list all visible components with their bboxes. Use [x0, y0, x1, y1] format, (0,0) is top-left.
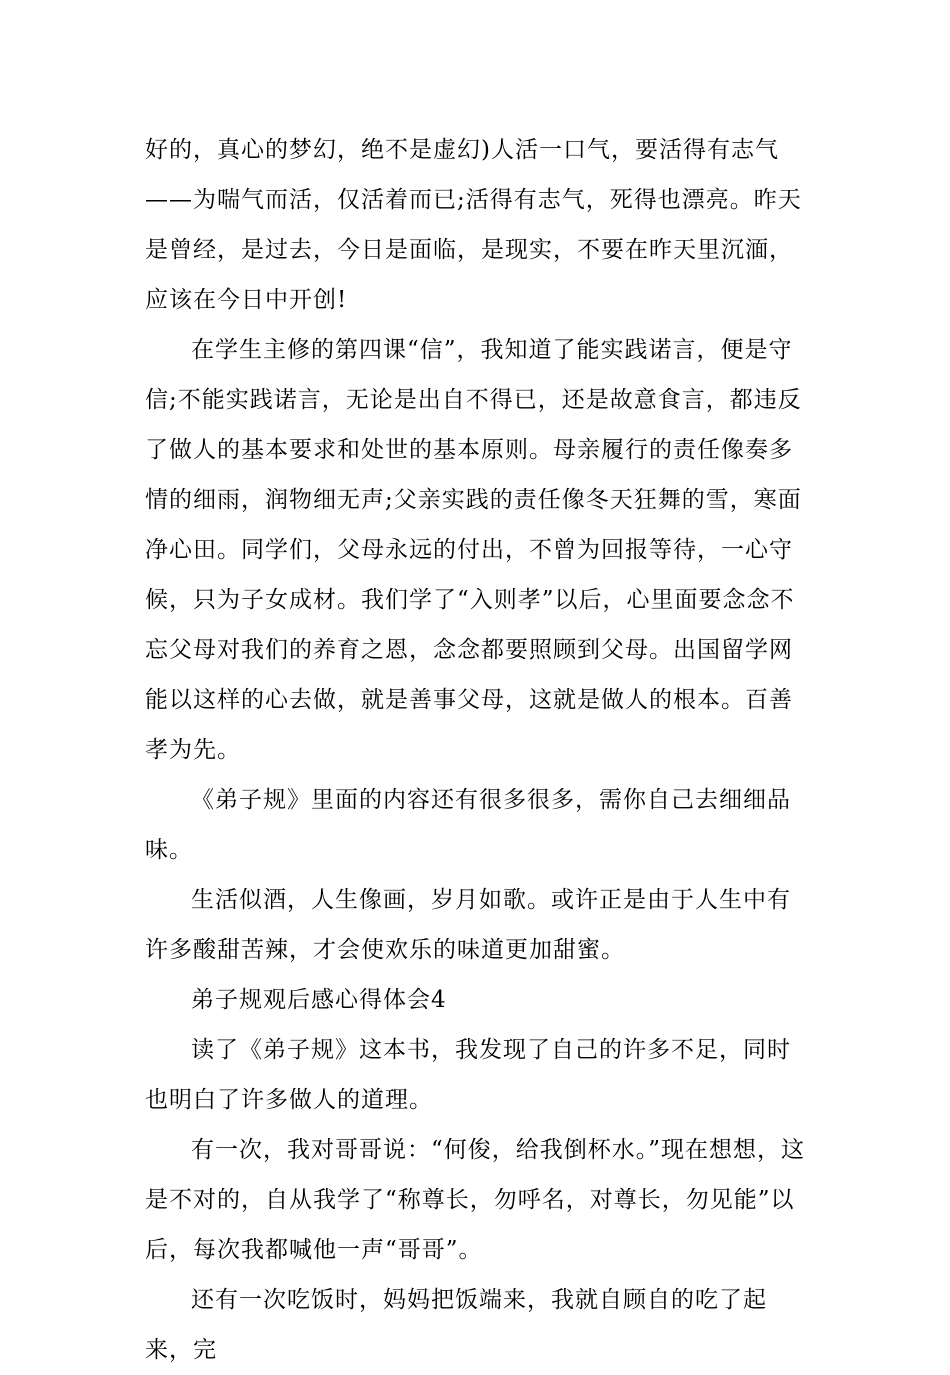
paragraph-7: 还有一次吃饭时，妈妈把饭端来，我就自顾自的吃了起来，完 [145, 1287, 767, 1363]
paragraph-4: 生活似酒，人生像画，岁月如歌。或许正是由于人生中有许多酸甜苦辣，才会使欢乐的味道更加甜蜜。 [145, 887, 791, 963]
paragraph-6: 有一次，我对哥哥说：“何俊，给我倒杯水。”现在想想，这是不对的，自从我学了“称尊长，勿呼名，对尊长，勿见能”以后，每次我都喊他一声“哥哥”。 [145, 1137, 806, 1263]
paragraph-1: 好的，真心的梦幻，绝不是虚幻)人活一口气，要活得有志气——为喘气而活，仅活着而已;活得有志气，死得也漂亮。昨天是曾经，是过去，今日是面临，是现实，不要在昨天里沉湎，应该在今日中开创! [145, 137, 802, 313]
section-heading: 弟子规观后感心得体会4 [191, 987, 447, 1013]
paragraph-3: 《弟子规》里面的内容还有很多很多，需你自己去细细品味。 [145, 787, 791, 863]
paragraph-5: 读了《弟子规》这本书，我发现了自己的许多不足，同时也明白了许多做人的道理。 [145, 1037, 791, 1113]
document-body [145, 125, 810, 1375]
paragraph-2: 在学生主修的第四课“信”，我知道了能实践诺言，便是守信;不能实践诺言，无论是出自不得已，还是故意食言，都违反了做人的基本要求和处世的基本原则。母亲履行的责任像奏多情的细雨，润物细无声;父亲实践的责任像冬天狂舞的雪，寒面净心田。同学们，父母永远的付出，不曾为回报等待，一心守候，只为子女成材。我们学了“入则孝”以后，心里面要念念不忘父母对我们的养育之恩，念念都要照顾到父母。出国留学网能以这样的心去做，就是善事父母，这就是做人的根本。百善孝为先。 [145, 337, 802, 763]
